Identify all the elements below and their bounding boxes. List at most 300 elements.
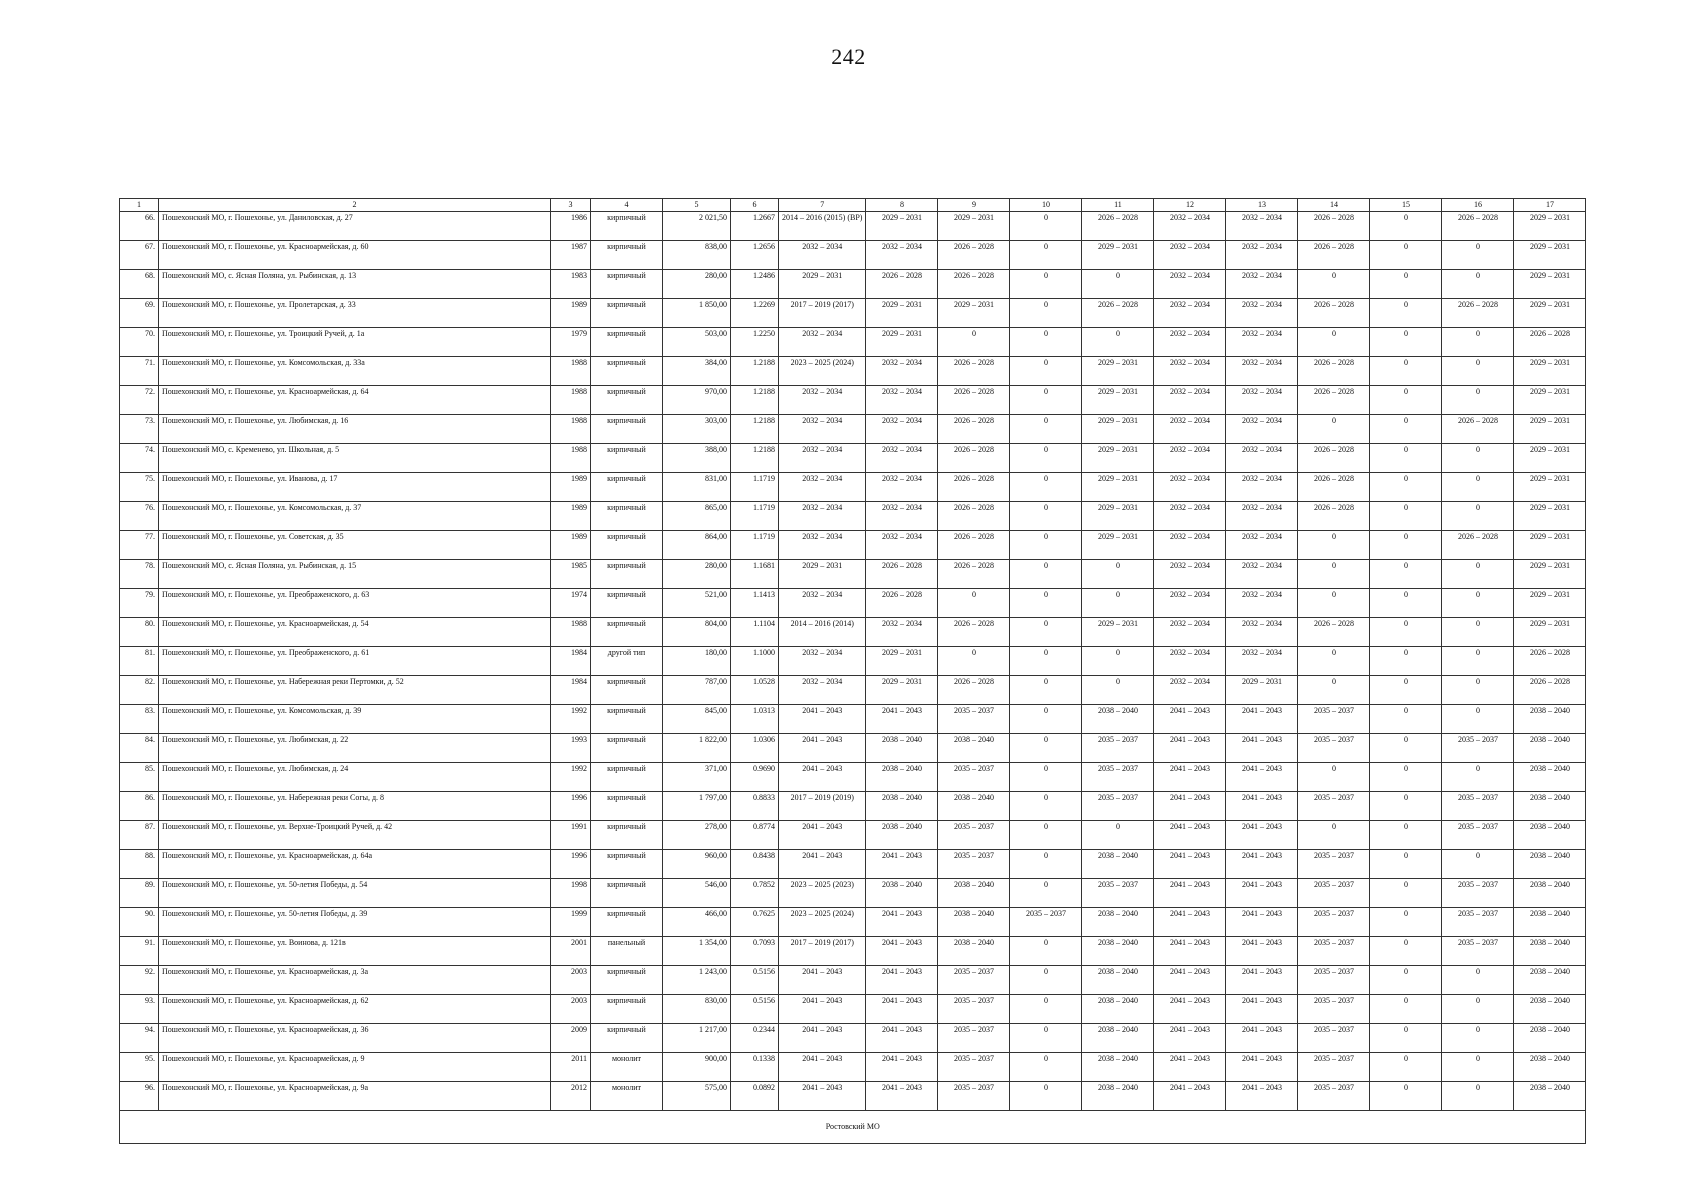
table-cell: 2032 – 2034 <box>1154 676 1226 705</box>
table-cell: 2029 – 2031 <box>1514 444 1586 473</box>
table-cell: 2029 – 2031 <box>866 328 938 357</box>
table-cell: 2026 – 2028 <box>938 241 1010 270</box>
table-cell: 0 <box>1010 763 1082 792</box>
table-cell: кирпичный <box>591 444 663 473</box>
table-cell: 1986 <box>551 212 591 241</box>
table-cell: 2029 – 2031 <box>1514 241 1586 270</box>
table-cell: 1989 <box>551 531 591 560</box>
table-cell: 2032 – 2034 <box>779 415 866 444</box>
table-row <box>120 444 1586 473</box>
table-cell: 2032 – 2034 <box>1226 386 1298 415</box>
table-cell: 2032 – 2034 <box>779 473 866 502</box>
table-cell: 0 <box>1370 415 1442 444</box>
table-cell: кирпичный <box>591 792 663 821</box>
table-row <box>120 734 1586 763</box>
table-cell: 2035 – 2037 <box>1298 734 1370 763</box>
table-cell: 0 <box>1082 328 1154 357</box>
table-cell: 2038 – 2040 <box>938 879 1010 908</box>
table-cell: 2038 – 2040 <box>1514 879 1586 908</box>
table-cell: 2041 – 2043 <box>866 1024 938 1053</box>
table-cell: 0 <box>1442 560 1514 589</box>
table-cell: 2032 – 2034 <box>779 328 866 357</box>
table-cell: 2032 – 2034 <box>1226 444 1298 473</box>
table-cell: 0 <box>1010 531 1082 560</box>
table-cell: 2035 – 2037 <box>1082 763 1154 792</box>
table-cell: 2041 – 2043 <box>1154 850 1226 879</box>
table-cell: 2029 – 2031 <box>866 676 938 705</box>
table-cell: 2032 – 2034 <box>779 531 866 560</box>
table-cell: 0.8774 <box>731 821 779 850</box>
table-cell: 2038 – 2040 <box>1082 995 1154 1024</box>
table-cell: 2029 – 2031 <box>1514 589 1586 618</box>
table-cell: 2026 – 2028 <box>1082 299 1154 328</box>
table-cell: 1.2250 <box>731 328 779 357</box>
table-cell: 1.1413 <box>731 589 779 618</box>
table-cell: 2026 – 2028 <box>1298 212 1370 241</box>
column-header: 8 <box>866 199 938 212</box>
address-cell: Пошехонский МО, г. Пошехонье, ул. Комсомольская, д. 39 <box>159 705 551 734</box>
row-number-cell: 89. <box>120 879 159 908</box>
table-cell: 2035 – 2037 <box>1082 879 1154 908</box>
table-body <box>120 212 1586 1111</box>
table-cell: 2012 <box>551 1082 591 1111</box>
table-cell: 0 <box>1298 328 1370 357</box>
table-cell: 0 <box>1370 473 1442 502</box>
table-cell: 2041 – 2043 <box>1226 937 1298 966</box>
address-cell: Пошехонский МО, г. Пошехонье, ул. Красноармейская, д. 62 <box>159 995 551 1024</box>
table-cell: 0.8438 <box>731 850 779 879</box>
table-cell: 2026 – 2028 <box>1442 299 1514 328</box>
table-cell: 0 <box>1442 444 1514 473</box>
table-cell: 0.2344 <box>731 1024 779 1053</box>
section-label: Ростовский МО <box>120 1111 1586 1144</box>
table-cell: 2029 – 2031 <box>1514 386 1586 415</box>
table-cell: 2026 – 2028 <box>1298 299 1370 328</box>
table-row <box>120 618 1586 647</box>
table-cell: 2032 – 2034 <box>1154 502 1226 531</box>
table-cell: 2041 – 2043 <box>866 1053 938 1082</box>
table-cell: 0.9690 <box>731 763 779 792</box>
table-cell: 2032 – 2034 <box>1154 328 1226 357</box>
table-cell: 0 <box>1442 1024 1514 1053</box>
table-cell: 2029 – 2031 <box>1082 502 1154 531</box>
table-cell: кирпичный <box>591 705 663 734</box>
table-cell: 2035 – 2037 <box>1082 792 1154 821</box>
table-cell: 2026 – 2028 <box>866 560 938 589</box>
table-cell: 2029 – 2031 <box>866 647 938 676</box>
row-number-cell: 66. <box>120 212 159 241</box>
table-cell: 1985 <box>551 560 591 589</box>
table-cell: 2029 – 2031 <box>1082 357 1154 386</box>
table-cell: 0 <box>1370 995 1442 1024</box>
table-cell: 2038 – 2040 <box>1082 1024 1154 1053</box>
address-cell: Пошехонский МО, г. Пошехонье, ул. Красноармейская, д. 9а <box>159 1082 551 1111</box>
table-cell: 1988 <box>551 386 591 415</box>
table-cell: 0 <box>1370 1053 1442 1082</box>
table-cell: 2029 – 2031 <box>1514 299 1586 328</box>
table-cell: 2041 – 2043 <box>779 1053 866 1082</box>
table-cell: 0 <box>1442 705 1514 734</box>
table-cell: 2032 – 2034 <box>779 647 866 676</box>
table-cell: 1.1000 <box>731 647 779 676</box>
table-cell: 0 <box>1010 589 1082 618</box>
table-cell: 2029 – 2031 <box>779 270 866 299</box>
table-cell: 2032 – 2034 <box>779 676 866 705</box>
table-cell: 2035 – 2037 <box>1298 792 1370 821</box>
table-cell: 1.2667 <box>731 212 779 241</box>
table-cell: 1.1681 <box>731 560 779 589</box>
table-cell: 2041 – 2043 <box>1226 908 1298 937</box>
table-cell: 503,00 <box>663 328 731 357</box>
table-cell: 2014 – 2016 (2015) (ВР) <box>779 212 866 241</box>
table-cell: 2035 – 2037 <box>1010 908 1082 937</box>
table-cell: 0.5156 <box>731 995 779 1024</box>
row-number-cell: 86. <box>120 792 159 821</box>
table-cell: 1 217,00 <box>663 1024 731 1053</box>
table-cell: 2001 <box>551 937 591 966</box>
table-cell: 1 822,00 <box>663 734 731 763</box>
table-cell: монолит <box>591 1082 663 1111</box>
table-cell: 1 850,00 <box>663 299 731 328</box>
row-number-cell: 70. <box>120 328 159 357</box>
row-number-cell: 95. <box>120 1053 159 1082</box>
row-number-cell: 74. <box>120 444 159 473</box>
table-cell: 1.1719 <box>731 502 779 531</box>
address-cell: Пошехонский МО, г. Пошехонье, ул. Комсомольская, д. 33а <box>159 357 551 386</box>
table-row <box>120 937 1586 966</box>
table-cell: 2032 – 2034 <box>779 502 866 531</box>
table-cell: 2035 – 2037 <box>1298 1082 1370 1111</box>
table-header-row <box>120 199 1586 212</box>
row-number-cell: 90. <box>120 908 159 937</box>
table-cell: 1989 <box>551 473 591 502</box>
table-cell: 0 <box>1010 1082 1082 1111</box>
table-cell: 2038 – 2040 <box>1514 792 1586 821</box>
table-cell: 0 <box>1370 647 1442 676</box>
table-cell: 2038 – 2040 <box>1514 908 1586 937</box>
table-cell: 2041 – 2043 <box>1226 734 1298 763</box>
table-cell: 0 <box>1370 763 1442 792</box>
row-number-cell: 67. <box>120 241 159 270</box>
table-cell: 2029 – 2031 <box>1514 531 1586 560</box>
table-cell: 970,00 <box>663 386 731 415</box>
table-cell: 2026 – 2028 <box>938 415 1010 444</box>
table-cell: 1.0313 <box>731 705 779 734</box>
table-row <box>120 1053 1586 1082</box>
table-cell: 2029 – 2031 <box>938 212 1010 241</box>
table-cell: 0 <box>1082 821 1154 850</box>
address-cell: Пошехонский МО, г. Пошехонье, ул. Пролетарская, д. 33 <box>159 299 551 328</box>
table-cell: 2026 – 2028 <box>1298 241 1370 270</box>
table-cell: 2041 – 2043 <box>1226 1053 1298 1082</box>
table-cell: 2035 – 2037 <box>1442 937 1514 966</box>
table-cell: 2026 – 2028 <box>1298 618 1370 647</box>
row-number-cell: 73. <box>120 415 159 444</box>
column-header: 15 <box>1370 199 1442 212</box>
column-header: 9 <box>938 199 1010 212</box>
table-cell: кирпичный <box>591 241 663 270</box>
table-cell: 2032 – 2034 <box>1154 270 1226 299</box>
table-cell: кирпичный <box>591 821 663 850</box>
table-cell: 1996 <box>551 850 591 879</box>
table-cell: 2032 – 2034 <box>866 241 938 270</box>
table-cell: 0 <box>1010 386 1082 415</box>
table-cell: 2038 – 2040 <box>1514 995 1586 1024</box>
table-cell: 1 354,00 <box>663 937 731 966</box>
table-cell: 1989 <box>551 502 591 531</box>
table-cell: 0 <box>1442 357 1514 386</box>
row-number-cell: 72. <box>120 386 159 415</box>
table-row <box>120 328 1586 357</box>
row-number-cell: 81. <box>120 647 159 676</box>
table-cell: 2029 – 2031 <box>938 299 1010 328</box>
table-cell: 2029 – 2031 <box>1514 270 1586 299</box>
table-cell: 0 <box>1082 270 1154 299</box>
table-cell: 0.1338 <box>731 1053 779 1082</box>
table-cell: 1988 <box>551 357 591 386</box>
table-cell: 2035 – 2037 <box>1082 734 1154 763</box>
table-cell: 0 <box>1010 502 1082 531</box>
table-row <box>120 212 1586 241</box>
table-cell: кирпичный <box>591 473 663 502</box>
table-cell: 1.2269 <box>731 299 779 328</box>
table-cell: 1.2486 <box>731 270 779 299</box>
table-cell: 1988 <box>551 415 591 444</box>
address-cell: Пошехонский МО, г. Пошехонье, ул. Красноармейская, д. 64 <box>159 386 551 415</box>
table-cell: 0 <box>1010 473 1082 502</box>
table-cell: 2026 – 2028 <box>938 270 1010 299</box>
table-cell: 2041 – 2043 <box>1226 1082 1298 1111</box>
address-cell: Пошехонский МО, г. Пошехонье, ул. 50-летия Победы, д. 39 <box>159 908 551 937</box>
table-cell: 2038 – 2040 <box>866 734 938 763</box>
table-cell: 0 <box>1442 995 1514 1024</box>
table-row <box>120 908 1586 937</box>
table-cell: 0 <box>1298 531 1370 560</box>
table-cell: 0.8833 <box>731 792 779 821</box>
table-cell: 388,00 <box>663 444 731 473</box>
table-cell: 0 <box>1010 792 1082 821</box>
row-number-cell: 94. <box>120 1024 159 1053</box>
address-cell: Пошехонский МО, г. Пошехонье, ул. 50-летия Победы, д. 54 <box>159 879 551 908</box>
table-cell: 0 <box>1442 241 1514 270</box>
row-number-cell: 83. <box>120 705 159 734</box>
table-cell: 0 <box>1370 328 1442 357</box>
table-cell: 2041 – 2043 <box>779 705 866 734</box>
table-cell: 0 <box>1370 618 1442 647</box>
row-number-cell: 76. <box>120 502 159 531</box>
table-cell: 2032 – 2034 <box>1154 618 1226 647</box>
table-cell: 2038 – 2040 <box>1082 966 1154 995</box>
table-cell: 2032 – 2034 <box>1226 270 1298 299</box>
table-cell: 2011 <box>551 1053 591 1082</box>
table-cell: 2038 – 2040 <box>1514 1082 1586 1111</box>
table-cell: 0 <box>1010 212 1082 241</box>
table-cell: 2041 – 2043 <box>1226 850 1298 879</box>
table-cell: 831,00 <box>663 473 731 502</box>
table-cell: 2023 – 2025 (2023) <box>779 879 866 908</box>
table-cell: кирпичный <box>591 734 663 763</box>
table-cell: 0 <box>1442 386 1514 415</box>
table-cell: 2026 – 2028 <box>1514 676 1586 705</box>
table-cell: 2035 – 2037 <box>1442 879 1514 908</box>
table-cell: 1992 <box>551 705 591 734</box>
address-cell: Пошехонский МО, г. Пошехонье, ул. Красноармейская, д. 64а <box>159 850 551 879</box>
row-number-cell: 87. <box>120 821 159 850</box>
table-cell: кирпичный <box>591 966 663 995</box>
row-number-cell: 84. <box>120 734 159 763</box>
table-cell: 2038 – 2040 <box>1082 1053 1154 1082</box>
table-cell: 2041 – 2043 <box>1154 734 1226 763</box>
table-cell: 2035 – 2037 <box>1298 879 1370 908</box>
table-cell: 2038 – 2040 <box>1514 966 1586 995</box>
table-cell: 2041 – 2043 <box>779 821 866 850</box>
table-cell: 2035 – 2037 <box>1298 850 1370 879</box>
table-cell: 0 <box>1370 792 1442 821</box>
table-cell: 0 <box>1370 821 1442 850</box>
row-number-cell: 92. <box>120 966 159 995</box>
row-number-cell: 79. <box>120 589 159 618</box>
table-cell: 1993 <box>551 734 591 763</box>
table-cell: 2038 – 2040 <box>866 821 938 850</box>
table-cell: 1988 <box>551 618 591 647</box>
table-cell: 2041 – 2043 <box>1154 966 1226 995</box>
table-cell: 0.0892 <box>731 1082 779 1111</box>
table-row <box>120 821 1586 850</box>
address-cell: Пошехонский МО, г. Пошехонье, ул. Красноармейская, д. 3а <box>159 966 551 995</box>
address-cell: Пошехонский МО, г. Пошехонье, ул. Комсомольская, д. 37 <box>159 502 551 531</box>
table-cell: 2029 – 2031 <box>1226 676 1298 705</box>
table-cell: 2032 – 2034 <box>866 444 938 473</box>
table-cell: 0 <box>1010 618 1082 647</box>
row-number-cell: 80. <box>120 618 159 647</box>
table-row <box>120 502 1586 531</box>
table-cell: 2038 – 2040 <box>1082 937 1154 966</box>
table-cell: 1.1719 <box>731 531 779 560</box>
table-cell: 2026 – 2028 <box>1298 473 1370 502</box>
table-cell: 804,00 <box>663 618 731 647</box>
table-cell: кирпичный <box>591 995 663 1024</box>
table-cell: 2017 – 2019 (2019) <box>779 792 866 821</box>
table-cell: кирпичный <box>591 386 663 415</box>
table-cell: 2032 – 2034 <box>1226 618 1298 647</box>
table-cell: 2041 – 2043 <box>1226 705 1298 734</box>
table-cell: 0 <box>1298 270 1370 299</box>
address-cell: Пошехонский МО, г. Пошехонье, ул. Воинова, д. 121в <box>159 937 551 966</box>
table-cell: 2003 <box>551 995 591 1024</box>
table-cell: кирпичный <box>591 879 663 908</box>
column-header: 10 <box>1010 199 1082 212</box>
address-cell: Пошехонский МО, г. Пошехонье, ул. Советская, д. 35 <box>159 531 551 560</box>
table-cell: 2026 – 2028 <box>1298 502 1370 531</box>
table-cell: 2038 – 2040 <box>1514 734 1586 763</box>
table-cell: 2041 – 2043 <box>779 850 866 879</box>
table-cell: 2026 – 2028 <box>938 531 1010 560</box>
table-cell: 278,00 <box>663 821 731 850</box>
table-cell: 0 <box>938 328 1010 357</box>
address-cell: Пошехонский МО, с. Кременево, ул. Школьная, д. 5 <box>159 444 551 473</box>
table-cell: 2026 – 2028 <box>1298 386 1370 415</box>
table-cell: 0 <box>1010 560 1082 589</box>
table-cell: 0 <box>1010 241 1082 270</box>
table-cell: 2003 <box>551 966 591 995</box>
table-cell: 1.2188 <box>731 357 779 386</box>
table-row <box>120 415 1586 444</box>
table-cell: 2029 – 2031 <box>1082 415 1154 444</box>
table-cell: 0 <box>1010 937 1082 966</box>
table-cell: 0 <box>1298 676 1370 705</box>
table-cell: 2009 <box>551 1024 591 1053</box>
table-cell: 2032 – 2034 <box>1226 415 1298 444</box>
table-cell: 2029 – 2031 <box>1082 618 1154 647</box>
table-cell: 2041 – 2043 <box>1154 792 1226 821</box>
table-cell: 2032 – 2034 <box>1226 473 1298 502</box>
table-cell: 1.2188 <box>731 444 779 473</box>
table-cell: 0 <box>1370 879 1442 908</box>
column-header: 12 <box>1154 199 1226 212</box>
table-cell: 2032 – 2034 <box>1154 415 1226 444</box>
table-row <box>120 589 1586 618</box>
table-cell: 2032 – 2034 <box>779 241 866 270</box>
column-header: 14 <box>1298 199 1370 212</box>
table-cell: кирпичный <box>591 589 663 618</box>
table-cell: 2029 – 2031 <box>1082 531 1154 560</box>
table-cell: 845,00 <box>663 705 731 734</box>
table-cell: 2038 – 2040 <box>1514 1024 1586 1053</box>
table-cell: 2026 – 2028 <box>938 386 1010 415</box>
table-cell: 2032 – 2034 <box>1226 560 1298 589</box>
table-cell: 2026 – 2028 <box>938 357 1010 386</box>
table-cell: 1979 <box>551 328 591 357</box>
table-cell: 2032 – 2034 <box>1154 531 1226 560</box>
table-cell: 2035 – 2037 <box>1442 821 1514 850</box>
address-cell: Пошехонский МО, г. Пошехонье, ул. Набережная реки Пертомки, д. 52 <box>159 676 551 705</box>
table-cell: 2029 – 2031 <box>1082 473 1154 502</box>
table-cell: 0 <box>1370 270 1442 299</box>
table-cell: кирпичный <box>591 502 663 531</box>
table-cell: 2041 – 2043 <box>1154 705 1226 734</box>
table-cell: 2038 – 2040 <box>1082 850 1154 879</box>
table-cell: 2032 – 2034 <box>1226 357 1298 386</box>
row-number-cell: 78. <box>120 560 159 589</box>
table-cell: кирпичный <box>591 618 663 647</box>
table-cell: 2041 – 2043 <box>779 995 866 1024</box>
table-cell: 1 243,00 <box>663 966 731 995</box>
table-cell: 0 <box>1442 502 1514 531</box>
table-cell: 0 <box>1082 647 1154 676</box>
table-cell: 2029 – 2031 <box>1514 502 1586 531</box>
table-cell: 2029 – 2031 <box>1514 415 1586 444</box>
row-number-cell: 69. <box>120 299 159 328</box>
table-cell: 2026 – 2028 <box>1514 328 1586 357</box>
table-cell: 1974 <box>551 589 591 618</box>
table-cell: 2026 – 2028 <box>866 589 938 618</box>
table-cell: 2032 – 2034 <box>866 357 938 386</box>
table-cell: 2038 – 2040 <box>1514 763 1586 792</box>
table-cell: 0 <box>1082 589 1154 618</box>
table-cell: 2038 – 2040 <box>938 937 1010 966</box>
address-cell: Пошехонский МО, г. Пошехонье, ул. Любимская, д. 22 <box>159 734 551 763</box>
table-cell: 0 <box>1370 502 1442 531</box>
table-cell: 2032 – 2034 <box>1154 357 1226 386</box>
table-cell: 2026 – 2028 <box>938 473 1010 502</box>
table-cell: 1984 <box>551 647 591 676</box>
table-cell: 0 <box>1442 589 1514 618</box>
table-cell: кирпичный <box>591 357 663 386</box>
table-cell: 1.0528 <box>731 676 779 705</box>
column-header: 5 <box>663 199 731 212</box>
table-cell: кирпичный <box>591 1024 663 1053</box>
table-cell: 2026 – 2028 <box>1442 212 1514 241</box>
